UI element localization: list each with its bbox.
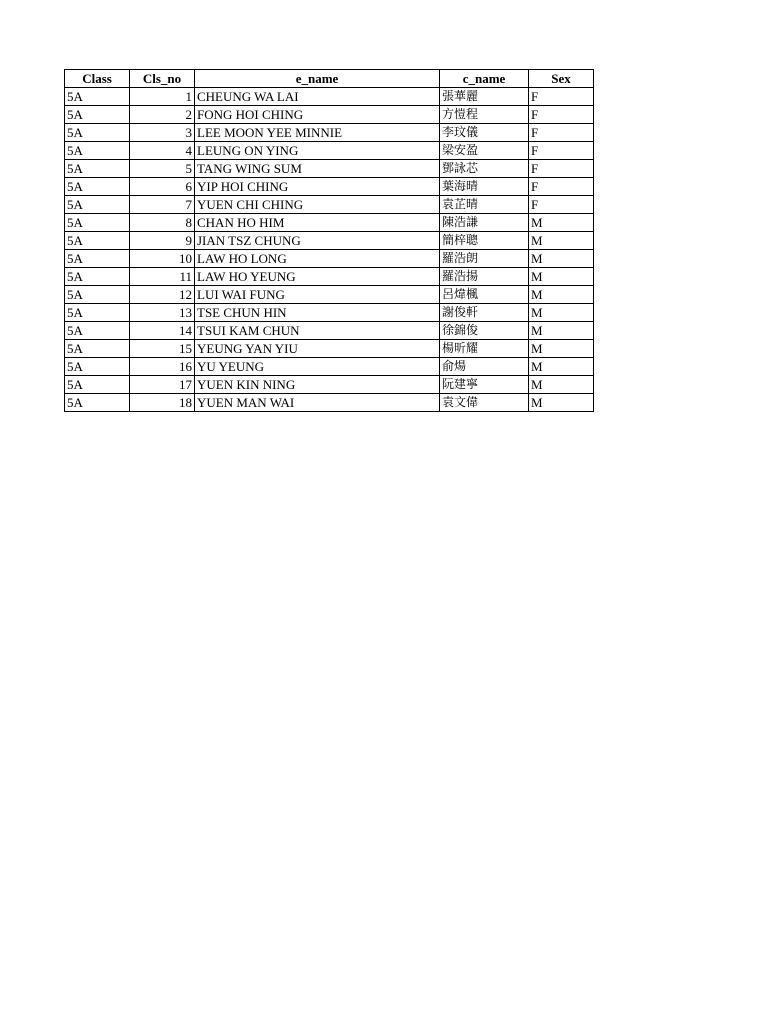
cell-e-name: YIP HOI CHING [195, 178, 440, 196]
cell-cls-no: 8 [130, 214, 195, 232]
cell-sex: F [529, 160, 594, 178]
table-row [65, 106, 594, 124]
cell-cls-no: 10 [130, 250, 195, 268]
cell-c-name: 鄧詠芯 [440, 160, 529, 178]
cell-class: 5A [65, 142, 130, 160]
cell-class: 5A [65, 124, 130, 142]
cell-class: 5A [65, 88, 130, 106]
cell-class: 5A [65, 358, 130, 376]
table-row [65, 124, 594, 142]
cell-class: 5A [65, 286, 130, 304]
cell-cls-no: 1 [130, 88, 195, 106]
cell-c-name: 葉海晴 [440, 178, 529, 196]
cell-class: 5A [65, 196, 130, 214]
cell-cls-no: 16 [130, 358, 195, 376]
cell-sex: M [529, 394, 594, 412]
cell-class: 5A [65, 214, 130, 232]
table-row [65, 160, 594, 178]
cell-c-name: 袁芷晴 [440, 196, 529, 214]
cell-e-name: TSUI KAM CHUN [195, 322, 440, 340]
cell-c-name: 羅浩揚 [440, 268, 529, 286]
table-row [65, 142, 594, 160]
cell-cls-no: 13 [130, 304, 195, 322]
cell-sex: F [529, 196, 594, 214]
cell-sex: M [529, 268, 594, 286]
cell-e-name: FONG HOI CHING [195, 106, 440, 124]
cell-sex: F [529, 88, 594, 106]
header-row [65, 70, 594, 88]
cell-e-name: LEE MOON YEE MINNIE [195, 124, 440, 142]
cell-sex: M [529, 340, 594, 358]
cell-sex: M [529, 214, 594, 232]
cell-e-name: YUEN CHI CHING [195, 196, 440, 214]
cell-e-name: YUEN MAN WAI [195, 394, 440, 412]
table-row [65, 286, 594, 304]
cell-c-name: 謝俊軒 [440, 304, 529, 322]
cell-cls-no: 7 [130, 196, 195, 214]
cell-cls-no: 18 [130, 394, 195, 412]
cell-cls-no: 4 [130, 142, 195, 160]
cell-e-name: TSE CHUN HIN [195, 304, 440, 322]
cell-sex: M [529, 358, 594, 376]
cell-sex: F [529, 178, 594, 196]
column-header-cls-no: Cls_no [130, 70, 195, 88]
cell-cls-no: 6 [130, 178, 195, 196]
cell-cls-no: 5 [130, 160, 195, 178]
table-row [65, 250, 594, 268]
table-row [65, 268, 594, 286]
cell-sex: M [529, 286, 594, 304]
cell-e-name: YU YEUNG [195, 358, 440, 376]
cell-e-name: CHEUNG WA LAI [195, 88, 440, 106]
cell-sex: F [529, 106, 594, 124]
cell-cls-no: 2 [130, 106, 195, 124]
cell-c-name: 徐錦俊 [440, 322, 529, 340]
cell-c-name: 李玟儀 [440, 124, 529, 142]
table-body [65, 88, 594, 412]
column-header-c-name: c_name [440, 70, 529, 88]
cell-c-name: 梁安盈 [440, 142, 529, 160]
table-row [65, 322, 594, 340]
cell-sex: M [529, 232, 594, 250]
table-row [65, 214, 594, 232]
student-roster-table [64, 69, 594, 412]
cell-c-name: 羅浩朗 [440, 250, 529, 268]
cell-c-name: 張華麗 [440, 88, 529, 106]
cell-cls-no: 17 [130, 376, 195, 394]
cell-sex: M [529, 376, 594, 394]
cell-class: 5A [65, 340, 130, 358]
cell-e-name: YUEN KIN NING [195, 376, 440, 394]
cell-class: 5A [65, 322, 130, 340]
cell-class: 5A [65, 268, 130, 286]
cell-class: 5A [65, 394, 130, 412]
cell-c-name: 呂煒楓 [440, 286, 529, 304]
cell-c-name: 袁文偉 [440, 394, 529, 412]
cell-cls-no: 9 [130, 232, 195, 250]
cell-c-name: 陳浩謙 [440, 214, 529, 232]
cell-class: 5A [65, 232, 130, 250]
cell-sex: M [529, 250, 594, 268]
cell-class: 5A [65, 250, 130, 268]
cell-cls-no: 11 [130, 268, 195, 286]
table-row [65, 358, 594, 376]
table-row [65, 340, 594, 358]
cell-e-name: JIAN TSZ CHUNG [195, 232, 440, 250]
cell-cls-no: 12 [130, 286, 195, 304]
table-row [65, 178, 594, 196]
cell-cls-no: 3 [130, 124, 195, 142]
cell-c-name: 方愷程 [440, 106, 529, 124]
cell-e-name: LEUNG ON YING [195, 142, 440, 160]
cell-sex: F [529, 124, 594, 142]
column-header-sex: Sex [529, 70, 594, 88]
cell-e-name: LAW HO LONG [195, 250, 440, 268]
cell-c-name: 楊昕耀 [440, 340, 529, 358]
column-header-class: Class [65, 70, 130, 88]
table-row [65, 196, 594, 214]
cell-c-name: 俞煬 [440, 358, 529, 376]
cell-class: 5A [65, 160, 130, 178]
cell-e-name: LAW HO YEUNG [195, 268, 440, 286]
table-row [65, 394, 594, 412]
cell-class: 5A [65, 178, 130, 196]
table-row [65, 304, 594, 322]
table-row [65, 232, 594, 250]
cell-e-name: CHAN HO HIM [195, 214, 440, 232]
cell-class: 5A [65, 106, 130, 124]
cell-cls-no: 15 [130, 340, 195, 358]
cell-c-name: 簡梓聰 [440, 232, 529, 250]
cell-sex: M [529, 304, 594, 322]
cell-c-name: 阮建寧 [440, 376, 529, 394]
cell-e-name: LUI WAI FUNG [195, 286, 440, 304]
cell-e-name: YEUNG YAN YIU [195, 340, 440, 358]
table-header [65, 70, 594, 88]
cell-class: 5A [65, 376, 130, 394]
cell-class: 5A [65, 304, 130, 322]
cell-sex: M [529, 322, 594, 340]
cell-cls-no: 14 [130, 322, 195, 340]
column-header-e-name: e_name [195, 70, 440, 88]
cell-sex: F [529, 142, 594, 160]
table-row [65, 376, 594, 394]
cell-e-name: TANG WING SUM [195, 160, 440, 178]
table-row [65, 88, 594, 106]
